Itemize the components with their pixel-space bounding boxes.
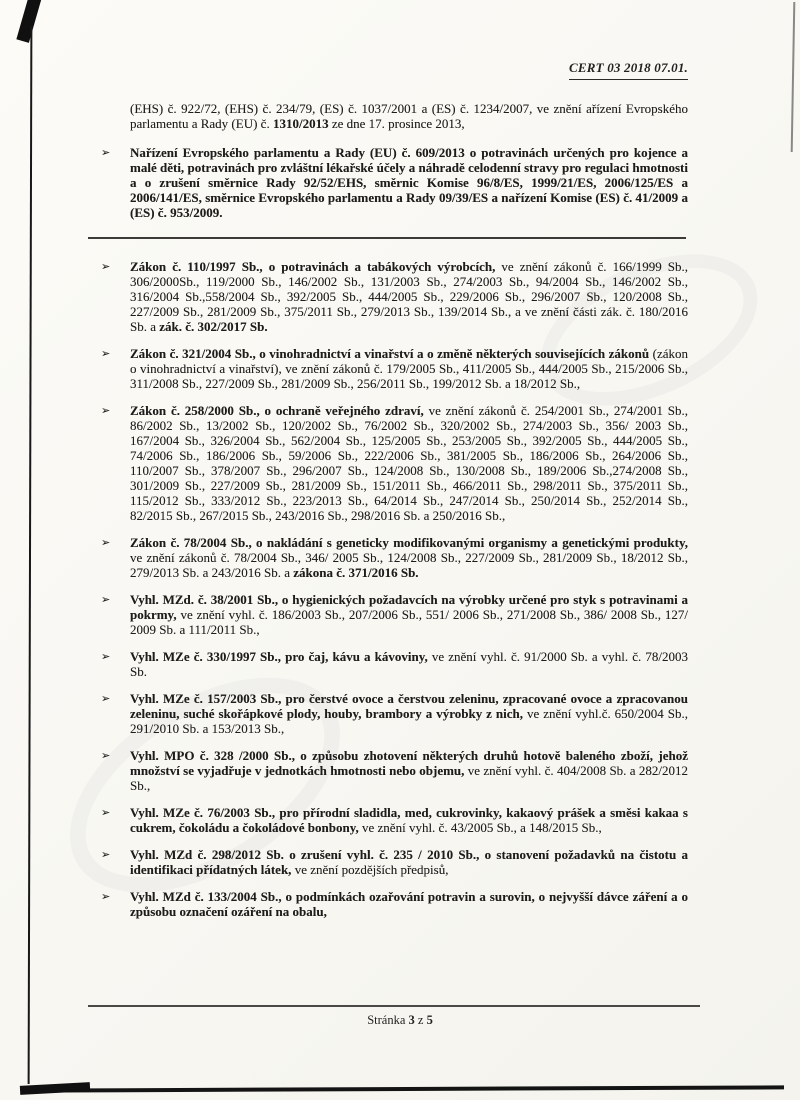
regulation-title: Vyhl. MZd č. 298/2012 Sb. o zrušení vyhl. č. 235 / 2010 Sb., o stanovení požadavků na čistotu a identifikaci přídatných látek, (130, 847, 688, 877)
arrow-bullet-icon: ➢ (101, 890, 111, 903)
regulation-title: Zákon č. 110/1997 Sb., o potravinách a tabákových výrobcích, (130, 259, 496, 274)
scan-edge-left (28, 26, 33, 1084)
list-item (101, 535, 688, 580)
list-item (101, 592, 688, 637)
regulation-title: Zákon č. 258/2000 Sb., o ochraně veřejného zdraví, (130, 403, 424, 418)
regulation-title: Nařízení Evropského parlamentu a Rady (EU) č. 609/2013 o potravinách určených pro kojence a malé děti, potravinách pro zvláštní lékařské účely a náhradě celodenní stravy pro regulaci hmotnosti a o zrušení směrnice Rady 92/52/EHS, směrnic Komise 96/8/ES, 1999/21/ES, 2006/125/ES a 2006/141/ES, směrnice Evropského parlamentu a Rady 09/39/ES a nařízení Komise (ES) č. 41/2009 a (ES) č. 953/2009. (130, 145, 688, 220)
page-number-total: 5 (426, 1013, 433, 1027)
intro-text-post: ze dne 17. prosince 2013, (328, 116, 465, 131)
arrow-bullet-icon: ➢ (101, 749, 111, 762)
regulation-title: Vyhl. MZe č. 76/2003 Sb., pro přírodní sladidla, med, cukrovinky, kakaový prášek a směsi kakaa s cukrem, čokoládu a čokoládové bonbony, (130, 805, 688, 835)
arrow-bullet-icon: ➢ (101, 650, 111, 663)
arrow-bullet-icon: ➢ (101, 593, 111, 606)
list-item (101, 847, 688, 877)
scan-edge-bottom (28, 1085, 784, 1092)
regulation-amendments: ve znění zákonů č. 166/1999 Sb., 306/2000Sb., 119/2000 Sb., 146/2002 Sb., 131/2003 Sb., 274/2003 Sb., 94/2004 Sb., 146/2002 Sb., 316/2004 Sb.,558/2004 Sb., 392/2005 Sb., 444/2005 Sb., 229/2006 Sb., 296/2007 Sb., 120/2008 Sb., 227/2009 Sb., 281/2009 Sb., 375/2011 Sb., 279/2013 Sb., 139/2014 Sb., a ve znění části zák. č. 180/2016 Sb. a (130, 259, 688, 334)
regulation-title: Zákon č. 78/2004 Sb., o nakládání s geneticky modifikovanými organismy a genetickými produkty, (130, 535, 688, 550)
regulation-amendments: ve znění zákonů č. 254/2001 Sb., 274/2001 Sb., 86/2002 Sb., 13/2002 Sb., 120/2002 Sb., 76/2002 Sb., 320/2002 Sb., 274/2003 Sb., 356/ 2003 Sb., 167/2004 Sb., 326/2004 Sb., 562/2004 Sb., 125/2005 Sb., 253/2005 Sb., 392/2005 Sb., 444/2005 Sb., 74/2006 Sb., 186/2006 Sb., 59/2006 Sb., 222/2006 Sb., 381/2005 Sb., 186/2006 Sb., 264/2006 Sb., 110/2007 Sb., 378/2007 Sb., 296/2007 Sb., 124/2008 Sb., 130/2008 Sb., 189/2006 Sb.,274/2008 Sb., 301/2009 Sb., 227/2009 Sb., 281/2009 Sb., 151/2011 Sb., 466/2011 Sb., 298/2011 Sb., 375/2011 Sb., 115/2012 Sb., 333/2012 Sb., 223/2013 Sb., 64/2014 Sb., 247/2014 Sb., 250/2014 Sb., 252/2014 Sb., 82/2015 Sb., 267/2015 Sb., 243/2016 Sb., 298/2016 Sb. a 250/2016 Sb., (130, 403, 688, 523)
arrow-bullet-icon: ➢ (101, 347, 111, 360)
list-item (101, 145, 688, 220)
list-item (101, 403, 688, 523)
regulation-title: Vyhl. MZd č. 133/2004 Sb., o podmínkách ozařování potravin a surovin, o nejvyšší dávce záření a o způsobu označení ozáření na obalu, (130, 889, 688, 919)
scan-edge-right (791, 2, 796, 152)
arrow-bullet-icon: ➢ (101, 692, 111, 705)
page-number-current: 3 (408, 1013, 415, 1027)
arrow-bullet-icon: ➢ (101, 404, 111, 417)
document-code-header: CERT 03 2018 07.01. (569, 60, 688, 80)
list-item (101, 889, 688, 919)
list-item (101, 649, 688, 679)
intro-text-pre: (EHS) č. 922/72, (EHS) č. 234/79, (ES) č. 1037/2001 a (ES) č. 1234/2007, ve znění ařízení Evropského parlamentu a Rady (EU) č. (130, 101, 688, 131)
page-number-of: z (414, 1013, 427, 1027)
intro-text-bold: 1310/2013 (272, 116, 329, 131)
regulation-title: Vyhl. MZe č. 157/2003 Sb., pro čerstvé ovoce a čerstvou zeleninu, zpracované ovoce a zpracovanou zeleninu, suché skořápkové plody, houby, brambory a výrobky z nich, (130, 691, 688, 721)
regulation-amendments: ve znění vyhl. č. 91/2000 Sb. a vyhl. č. 78/2003 Sb. (130, 649, 688, 679)
arrow-bullet-icon: ➢ (101, 536, 111, 549)
scan-corner-bottom-left (20, 1082, 90, 1095)
regulation-amendments: ve znění vyhl. č. 43/2005 Sb., a 148/2015 Sb., (358, 820, 602, 835)
document-body (101, 101, 689, 931)
regulation-title: Vyhl. MPO č. 328 /2000 Sb., o způsobu zhotovení některých druhů hotově baleného zboží, jehož množství se vyjadřuje v jednotkách hmotnosti nebo objemu, (130, 748, 688, 778)
arrow-bullet-icon: ➢ (101, 848, 111, 861)
arrow-bullet-icon: ➢ (101, 260, 111, 273)
list-item (101, 259, 688, 334)
page-number (0, 1013, 800, 1028)
arrow-bullet-icon: ➢ (101, 146, 111, 159)
list-item (101, 691, 688, 736)
list-item (101, 805, 688, 835)
regulation-title: Zákon č. 321/2004 Sb., o vinohradnictví a vinařství a o změně některých souvisejících zákonů (130, 346, 650, 361)
section-divider (88, 237, 686, 239)
arrow-bullet-icon: ➢ (101, 806, 111, 819)
page-number-label: Stránka (367, 1013, 409, 1027)
regulation-tail: zák. č. 302/2017 Sb. (159, 319, 268, 334)
regulation-amendments: ve znění vyhl. č. 186/2003 Sb., 207/2006 Sb., 551/ 2006 Sb., 271/2008 Sb., 386/ 2008 Sb., 127/ 2009 Sb. a 111/2011 Sb., (130, 607, 688, 637)
list-item (101, 748, 689, 793)
regulation-amendments: ve znění vyhl.č. 650/2004 Sb., 291/2010 Sb. a 153/2013 Sb., (130, 706, 688, 736)
regulation-amendments: ve znění pozdějších předpisů, (291, 862, 449, 877)
regulation-title: Vyhl. MZd. č. 38/2001 Sb., o hygienických požadavcích na výrobky určené pro styk s potravinami a pokrmy, (130, 592, 688, 622)
regulation-tail: zákona č. 371/2016 Sb. (293, 565, 419, 580)
intro-paragraph (130, 101, 688, 131)
regulation-amendments: (zákon o vinohradnictví a vinařství), ve znění zákonů č. 179/2005 Sb., 411/2005 Sb., 444/2005 Sb., 215/2006 Sb., 311/2008 Sb., 227/2009 Sb., 281/2009 Sb., 256/2011 Sb., 199/2012 Sb. a 18/2012 Sb., (130, 346, 688, 391)
list-item (101, 346, 688, 391)
regulation-title: Vyhl. MZe č. 330/1997 Sb., pro čaj, kávu a kávoviny, (130, 649, 428, 664)
footer-rule (88, 1005, 700, 1007)
regulation-amendments: ve znění vyhl. č. 404/2008 Sb. a 282/2012 Sb., (130, 763, 689, 793)
regulation-amendments: ve znění zákonů č. 78/2004 Sb., 346/ 2005 Sb., 124/2008 Sb., 227/2009 Sb., 281/2009 Sb., 18/2012 Sb., 279/2013 Sb. a 243/2016 Sb. a (130, 550, 688, 580)
